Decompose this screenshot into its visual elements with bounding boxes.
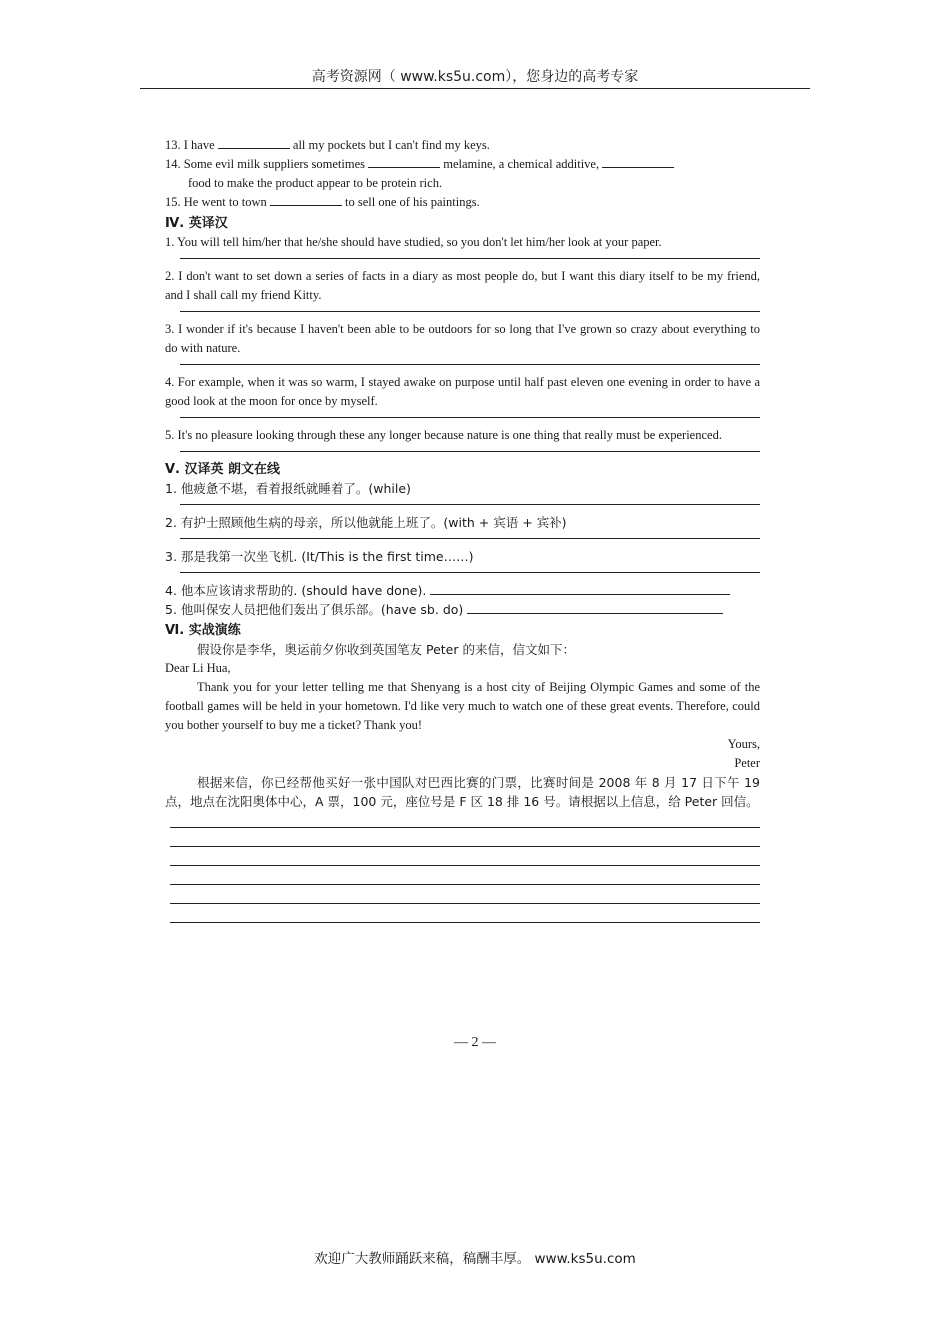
s4-item-3: 3. I wonder if it's because I haven't been able to be outdoors for so long that I've grown so crazy about everything to do with nature. [165, 322, 760, 355]
question-13 [165, 136, 760, 155]
letter-closing: Yours, [727, 737, 760, 751]
s5-answer-line-1[interactable] [180, 504, 760, 505]
q14-blank-1[interactable] [368, 155, 440, 168]
section-4-title: Ⅳ. 英译汉 [165, 216, 228, 231]
s5-item-5-text: 5. 他叫保安人员把他们轰出了俱乐部。(have sb. do) [165, 602, 464, 617]
s6-task: 根据来信，你已经帮他买好一张中国队对巴西比赛的门票，比赛时间是 2008 年 8 月 17 日下午 19 点，地点在沈阳奥体中心，A 票，100 元，座位号是 F 区 18 排 16 号。请根据以上信息，给 Peter 回信。 [165, 775, 760, 809]
page-header: 高考资源网（ www.ks5u.com），您身边的高考专家 [311, 69, 639, 85]
s5-item-3: 3. 那是我第一次坐飞机. (It/This is the first time……) [165, 549, 474, 564]
question-15 [165, 193, 760, 212]
s4-item-5: 5. It's no pleasure looking through these any longer because nature is one thing that really must be experienced. [165, 428, 722, 442]
letter-body: Thank you for your letter telling me that Shenyang is a host city of Beijing Olympic Games and some of the football games will be held in your hometown. I'd like very much to watch one of these great events. Therefore, could you bother yourself to buy me a ticket? Thank you! [165, 680, 760, 732]
header-rule [140, 88, 810, 89]
s5-item-1: 1. 他疲惫不堪，看着报纸就睡着了。(while) [165, 481, 411, 496]
letter-signature: Peter [734, 756, 760, 770]
worksheet-content [165, 136, 760, 941]
writing-line-5[interactable] [170, 903, 760, 904]
s4-answer-line-5[interactable] [180, 451, 760, 452]
s6-intro: 假设你是李华，奥运前夕你收到英国笔友 Peter 的来信，信文如下： [197, 642, 575, 657]
page-number: — 2 — [454, 1035, 496, 1050]
s5-item-4 [165, 581, 760, 600]
q14-text-b: melamine, a chemical additive, [443, 157, 600, 171]
s4-answer-line-4[interactable] [180, 417, 760, 418]
s5-item-4-text: 4. 他本应该请求帮助的. (should have done). [165, 583, 427, 598]
s5-item-2: 2. 有护士照顾他生病的母亲，所以他就能上班了。(with + 宾语 + 宾补) [165, 515, 567, 530]
s4-item-1: 1. You will tell him/her that he/she should have studied, so you don't let him/her look at your paper. [165, 235, 662, 249]
s5-answer-line-4[interactable] [430, 582, 730, 595]
s4-item-2: 2. I don't want to set down a series of facts in a diary as most people do, but I want this diary itself to be my friend, and I shall call my friend Kitty. [165, 269, 760, 302]
s4-answer-line-2[interactable] [180, 311, 760, 312]
q15-text-b: to sell one of his paintings. [344, 195, 480, 209]
s5-answer-line-5[interactable] [467, 601, 723, 614]
section-5-title: Ⅴ. 汉译英 朗文在线 [165, 462, 281, 477]
section-6-title: Ⅵ. 实战演练 [165, 623, 241, 638]
s5-item-5 [165, 600, 760, 619]
writing-line-6[interactable] [170, 922, 760, 923]
writing-line-4[interactable] [170, 884, 760, 885]
q13-text-a: 13. I have [165, 138, 215, 152]
writing-line-2[interactable] [170, 846, 760, 847]
letter-greeting: Dear Li Hua, [165, 661, 231, 675]
q13-blank[interactable] [218, 136, 290, 149]
page-footer: 欢迎广大教师踊跃来稿，稿酬丰厚。 www.ks5u.com [314, 1251, 636, 1267]
question-14-cont: food to make the product appear to be protein rich. [188, 176, 443, 190]
q14-text-a: 14. Some evil milk suppliers sometimes [165, 157, 365, 171]
writing-line-1[interactable] [170, 827, 760, 828]
question-14 [165, 155, 760, 174]
s5-answer-line-3[interactable] [180, 572, 760, 573]
s4-item-4: 4. For example, when it was so warm, I stayed awake on purpose until half past eleven one evening in order to have a good look at the moon for once by myself. [165, 375, 760, 408]
s4-answer-line-3[interactable] [180, 364, 760, 365]
s5-answer-line-2[interactable] [180, 538, 760, 539]
writing-line-3[interactable] [170, 865, 760, 866]
q13-text-b: all my pockets but I can't find my keys. [292, 138, 490, 152]
q14-blank-2[interactable] [602, 155, 674, 168]
q15-text-a: 15. He went to town [165, 195, 267, 209]
q15-blank[interactable] [270, 193, 342, 206]
s4-answer-line-1[interactable] [180, 258, 760, 259]
